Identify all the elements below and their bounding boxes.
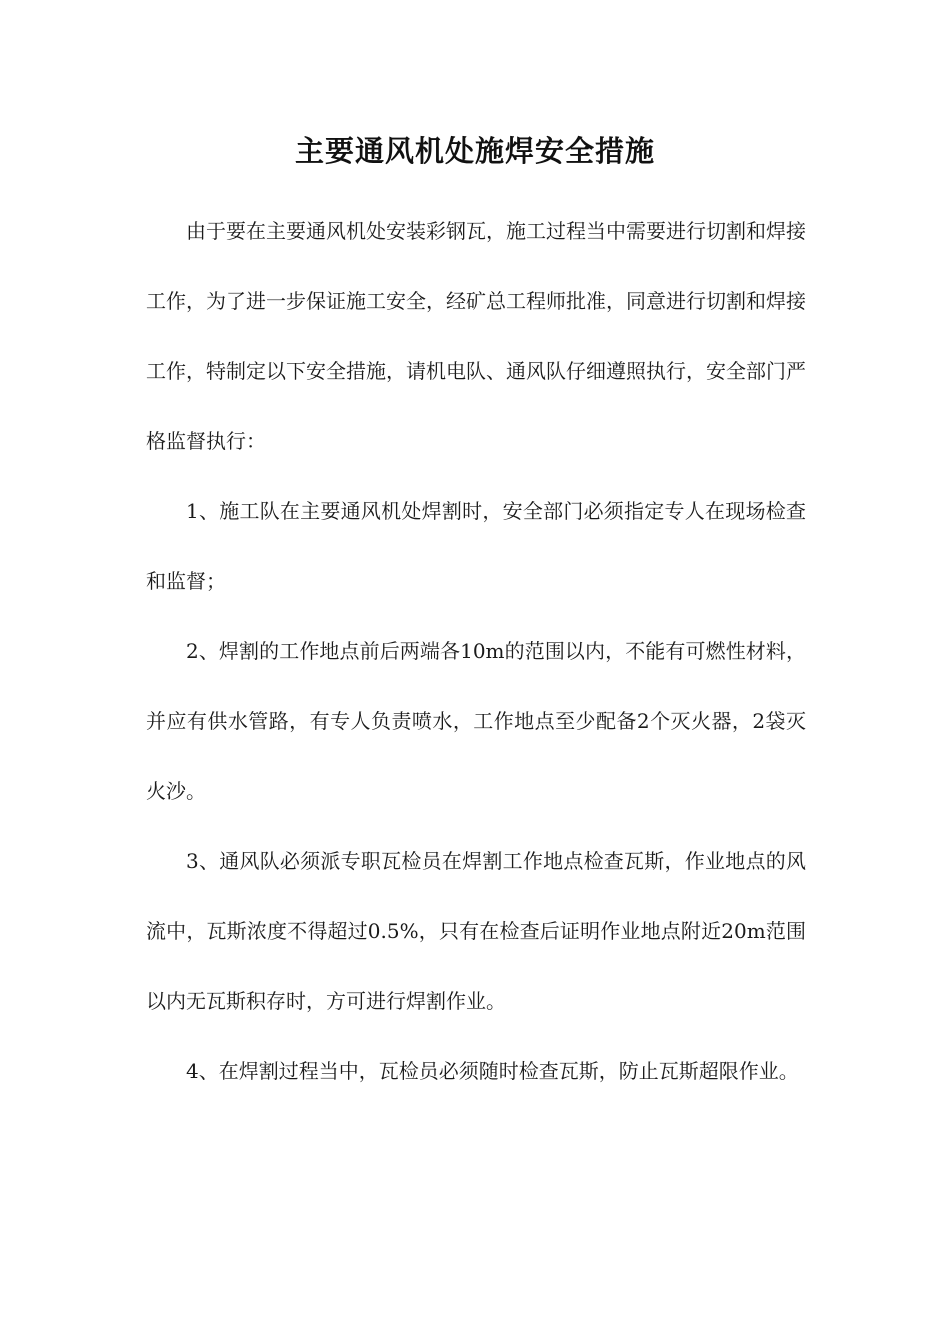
measure-paragraph-3: 3、通风队必须派专职瓦检员在焊割工作地点检查瓦斯，作业地点的风流中，瓦斯浓度不得超过0.5%，只有在检查后证明作业地点附近20m范围以内无瓦斯积存时，方可进行焊割作业。 (146, 849, 806, 1013)
measure-paragraph-4: 4、在焊割过程当中，瓦检员必须随时检查瓦斯，防止瓦斯超限作业。 (186, 1059, 799, 1083)
document-title: 主要通风机处施焊安全措施 (294, 134, 655, 168)
document-body (146, 196, 806, 1106)
measure-paragraph-2: 2、焊割的工作地点前后两端各10m的范围以内，不能有可燃性材料，并应有供水管路，有专人负责喷水，工作地点至少配备2个灭火器，2袋灭火沙。 (146, 639, 806, 803)
intro-paragraph: 由于要在主要通风机处安装彩钢瓦，施工过程当中需要进行切割和焊接工作，为了进一步保证施工安全，经矿总工程师批准，同意进行切割和焊接工作，特制定以下安全措施，请机电队、通风队仔细遵照执行，安全部门严格监督执行： (146, 219, 806, 453)
measure-paragraph-1: 1、施工队在主要通风机处焊割时，安全部门必须指定专人在现场检查和监督； (146, 499, 806, 593)
